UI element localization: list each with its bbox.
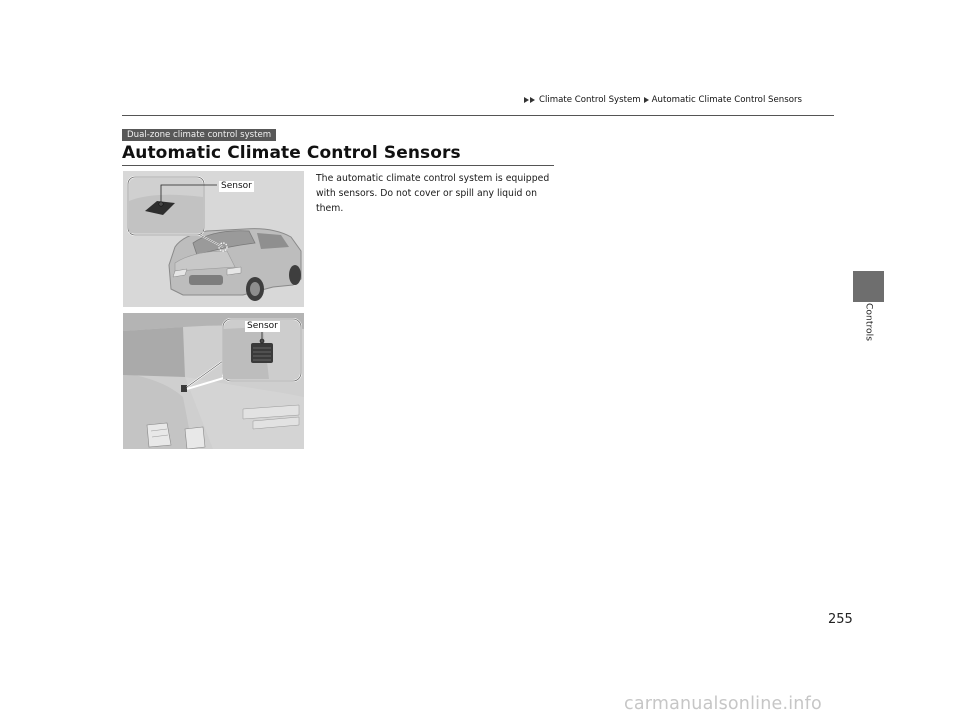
sensor-label: Sensor: [221, 181, 252, 191]
dashboard-sensor-figure: [123, 171, 304, 307]
arrow-icon: [644, 97, 649, 103]
watermark: carmanualsonline.info: [624, 694, 822, 714]
vehicle-exterior-illustration: [123, 171, 304, 307]
model-tag: Dual-zone climate control system: [122, 129, 276, 141]
breadcrumb-item-climate-control-system[interactable]: Climate Control System: [539, 95, 641, 105]
chapter-tab-text: Controls: [863, 303, 875, 341]
breadcrumb: [524, 94, 802, 106]
body-text: The automatic climate control system is equipped with sensors. Do not cover or spill any liquid on them.: [316, 173, 550, 214]
header-rule: [122, 115, 834, 116]
page-title: Automatic Climate Control Sensors: [122, 143, 461, 163]
interior-sensor-figure: [123, 313, 304, 449]
chapter-tab-marker[interactable]: [853, 271, 884, 302]
title-rule: [122, 165, 554, 166]
chapter-tab-label: [854, 300, 884, 344]
vehicle-interior-illustration: [123, 313, 304, 449]
sensor-label: Sensor: [247, 321, 278, 331]
page-number: 255: [828, 612, 853, 627]
breadcrumb-item-automatic-climate-control-sensors[interactable]: Automatic Climate Control Sensors: [651, 95, 802, 105]
double-arrow-icon: [524, 97, 536, 103]
